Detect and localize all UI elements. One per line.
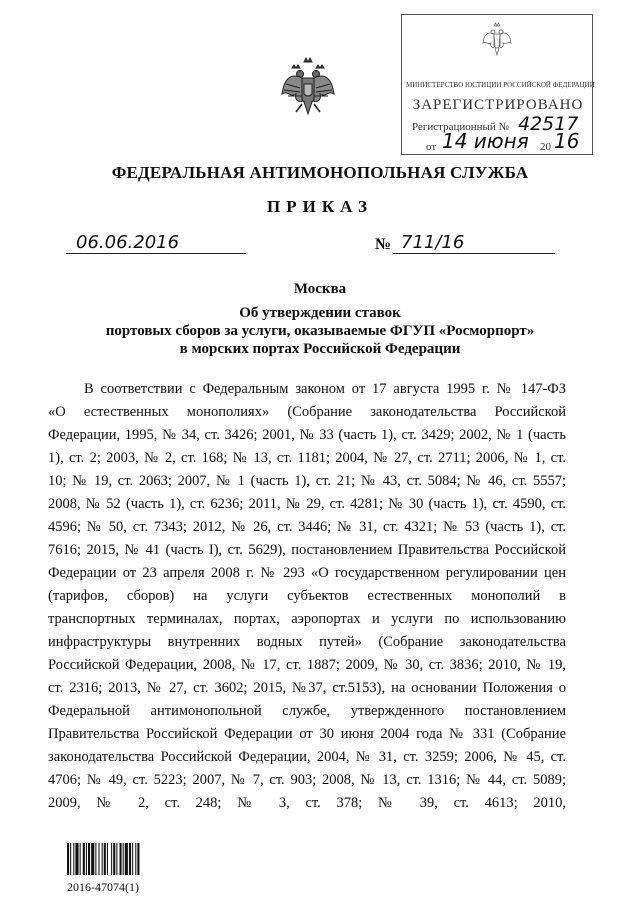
barcode [67,843,169,875]
body-line: 2008, № 52 (часть 1), ст. 6236; 2011, № 29, ст. 4281; № 30 (часть 1), ст. 4590, ст. [48,496,566,512]
body-line: 4706; № 49, ст. 5223; 2007, № 7, ст. 903; 2008, № 13, ст. 1316; № 44, ст. 5089; [48,772,566,788]
body-line: «О естественных монополиях» (Собрание законодательства Российской [48,404,566,420]
registration-stamp [401,14,593,155]
stamp-reg-number: 42517 [518,113,579,135]
body-line: (тарифов, сборов) на услуги субъектов естественных монополий в [48,588,566,604]
city: Москва [293,281,347,297]
body-line: ст. 2316; 2013, № 27, ст. 3602; 2015, №37, ст.5153), на основании Положения о [48,680,566,696]
subject-line-3: в морских портах Российской Федерации [179,341,461,357]
body-line: Федерации от 23 апреля 2008 г. № 293 «О государственном регулировании цен [48,565,566,581]
body-line: 1), ст. 2; 2003, № 2, ст. 168; № 13, ст. 1181; 2004, № 27, ст. 2711; 2006, № 1, ст. [48,450,566,466]
stamp-date-prefix: от [426,141,437,153]
body-line: инфраструктуры внутренних водных путей» (Собрание законодательства [48,634,566,650]
body-line: Правительства Российской Федерации от 30 июня 2004 года № 331 (Собрание [48,726,566,742]
coat-of-arms-emblem [280,54,336,124]
document-code: 2016-47074(1) [67,880,139,894]
order-date: 06.06.2016 [66,232,246,254]
agency-name: ФЕДЕРАЛЬНАЯ АНТИМОНОПОЛЬНАЯ СЛУЖБА [111,163,529,182]
stamp-year-prefix: 20 [540,141,551,153]
body-line: Федерации, 1995, № 34, ст. 3426; 2001, № 33 (часть 1), ст. 3429; 2002, № 1 (часть [48,427,566,443]
subject-line-1: Об утверждении ставок [239,305,401,321]
stamp-emblem [482,21,512,59]
body-line: законодательства Российской Федерации, 2004, № 31, ст. 3259; 2006, № 45, ст. [48,749,566,765]
body-paragraph [48,378,566,815]
order-number: 711/16 [393,232,555,254]
body-line: транспортных терминалах, портах, аэропортах и услуги по использованию [48,611,566,627]
body-line: 10; № 19, ст. 2063; 2007, № 1 (часть 1), ст. 21; № 43, ст. 5084; № 46, ст. 5557; [48,473,566,489]
body-line: Российской Федерации, 2008, № 17, ст. 1887; 2009, № 30, ст. 3836; 2010, № 19, [48,657,566,673]
subject-line-2: портовых сборов за услуги, оказываемые ФГУП «Росморпорт» [105,323,535,339]
stamp-year-hand: 16 [554,129,580,153]
body-line: Федеральной антимонопольной службе, утвержденного постановлением [48,703,566,719]
body-line: 2009, № 2, ст. 248; № 3, ст. 378; № 39, ст. 4613; 2010, [48,795,566,811]
order-subject [0,304,640,358]
stamp-ministry-name: МИНИСТЕРСТВО ЮСТИЦИИ РОССИЙСКОЙ ФЕДЕРАЦИИ [406,81,595,89]
order-number-label: № [375,236,392,253]
body-line: 7616; 2015, № 41 (часть I), ст. 5629), постановлением Правительства Российской [48,542,566,558]
stamp-date-hand: 14 июня [442,129,529,153]
body-line: В соответствии с Федеральным законом от 17 августа 1995 г. № 147-ФЗ [84,381,566,397]
body-line: 4596; № 50, ст. 7343; 2012, № 26, ст. 3446; № 31, ст. 4321; № 53 (часть 1), ст. [48,519,566,535]
stamp-reg-label: Регистрационный № [412,121,510,133]
stamp-title: ЗАРЕГИСТРИРОВАНО [412,97,584,113]
order-title: ПРИКАЗ [267,197,373,216]
